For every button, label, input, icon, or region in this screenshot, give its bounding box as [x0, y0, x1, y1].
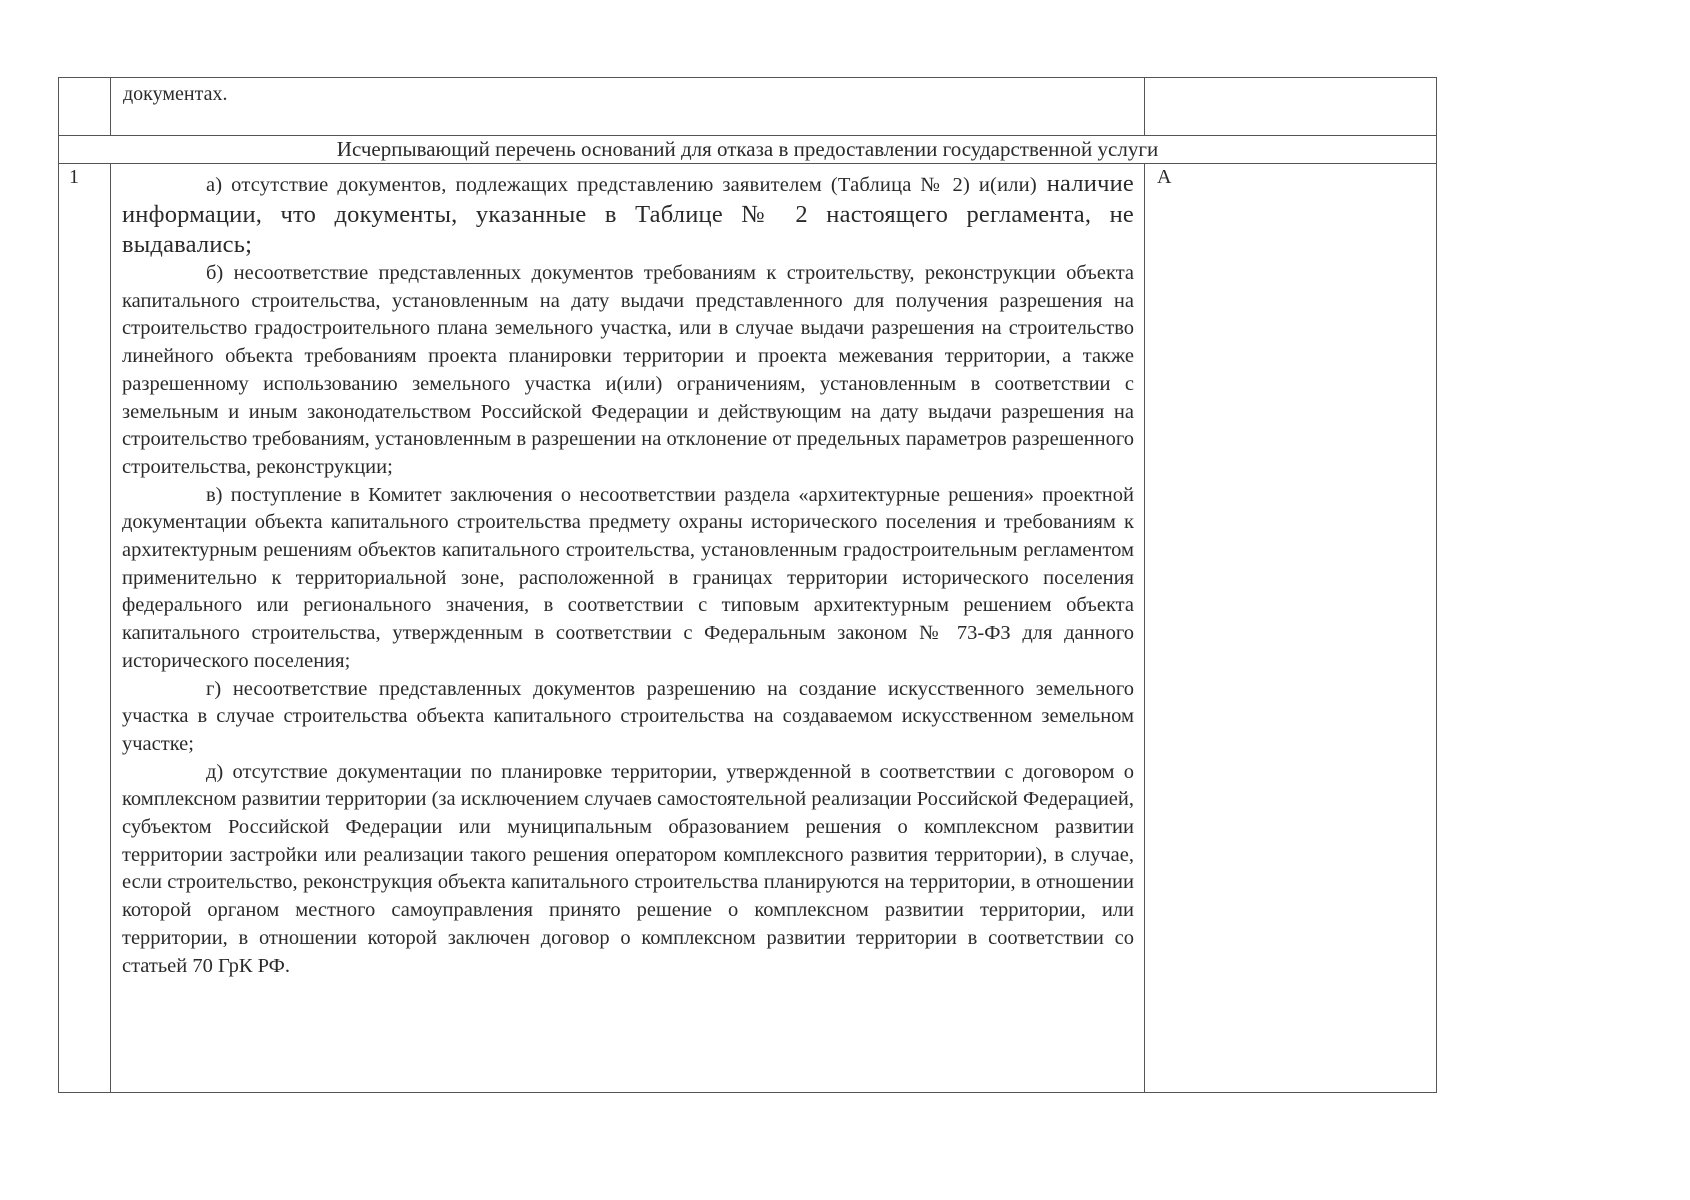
- table-row-previous: [59, 78, 1437, 136]
- ground-a-rest: наличие информации, что документы, указанные в Таблице № 2 настоящего регламента, не выдавались;: [122, 170, 1134, 258]
- ground-g: г) несоответствие представленных документов разрешению на создание искусственного земельного участка в случае строительства объекта капитального строительства на создаваемом искусственном земельном участке;: [122, 677, 1134, 755]
- table-row: [59, 164, 1437, 1093]
- grounds-list: [111, 164, 1144, 980]
- document-page: [58, 77, 1436, 1093]
- prev-row-text: документах.: [123, 83, 228, 105]
- item-number: 1: [69, 166, 79, 188]
- table-section-header-row: [59, 136, 1437, 164]
- cell-number: [59, 164, 111, 1093]
- cell-prev-text: [111, 78, 1145, 136]
- ground-a: [122, 169, 1134, 260]
- item-code: А: [1157, 166, 1172, 188]
- ground-v: в) поступление в Комитет заключения о несоответствии раздела «архитектурные решения» проектной документации объекта капитального строительства предмету охраны исторического поселения и требованиям к архитектурным решениям объектов капитального строительства, установленным градостроительным регламентом применительно к территориальной зоне, расположенной в границах территории исторического поселения федерального или регионального значения, в соответствии с типовым архитектурным решением объекта капитального строительства, утвержденным в соответствии с Федеральным законом № 73-ФЗ для данного исторического поселения;: [122, 483, 1134, 672]
- ground-b: б) несоответствие представленных документов требованиям к строительству, реконструкции объекта капитального строительства, установленным на дату выдачи представленного для получения разрешения на строительство градостроительного плана земельного участка, или в случае выдачи разрешения на строительство линейного объекта требованиям проекта планировки территории и проекта межевания территории, а также разрешенному использованию земельного участка и(или) ограничениям, установленным в соответствии с земельным и иным законодательством Российской Федерации и действующим на дату выдачи разрешения на строительство требованиям, установленным в разрешении на отклонение от предельных параметров разрешенного строительства, реконструкции;: [122, 262, 1134, 478]
- ground-a-lead: а) отсутствие документов, подлежащих представлению заявителем (Таблица № 2) и(или): [206, 174, 1037, 196]
- cell-prev-code-empty: [1145, 78, 1437, 136]
- cell-number-empty: [59, 78, 111, 136]
- grounds-table: [58, 77, 1437, 1093]
- cell-grounds: [111, 164, 1145, 1093]
- ground-d: д) отсутствие документации по планировке территории, утвержденной в соответствии с договором о комплексном развитии территории (за исключением случаев самостоятельной реализации Российской Федерацией, субъектом Российской Федерации или муниципальным образованием решения о комплексном развитии территории застройки или реализации такого решения оператором комплексного развития территории), в случае, если строительство, реконструкция объекта капитального строительства планируются на территории, в отношении которой органом местного самоуправления принято решение о комплексном развитии территории, или территории, в отношении которой заключен договор о комплексном развитии территории в соответствии со статьей 70 ГрК РФ.: [122, 760, 1134, 977]
- cell-code: [1145, 164, 1437, 1093]
- section-header: Исчерпывающий перечень оснований для отказа в предоставлении государственной услуги: [59, 136, 1437, 164]
